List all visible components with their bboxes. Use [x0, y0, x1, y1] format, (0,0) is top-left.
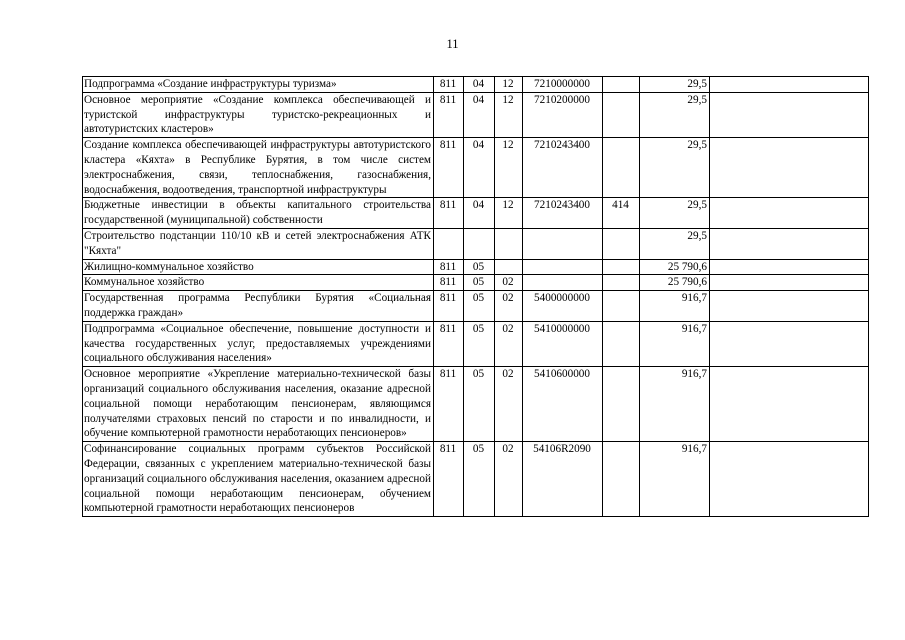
- target-article-code: 7210243400: [523, 198, 603, 229]
- row-name: Государственная программа Республики Бурятия «Социальная поддержка граждан»: [83, 291, 434, 322]
- subsection-code: 02: [495, 275, 523, 291]
- grbs-code: 811: [434, 291, 464, 322]
- table-row: [83, 442, 869, 517]
- table-row: [83, 291, 869, 322]
- table-row: [83, 367, 869, 442]
- amount: 916,7: [640, 367, 710, 442]
- budget-table: [82, 76, 869, 517]
- grbs-code: 811: [434, 442, 464, 517]
- section-code: 04: [464, 92, 495, 137]
- expense-type-code: [603, 228, 640, 259]
- section-code: 04: [464, 77, 495, 93]
- subsection-code: 02: [495, 321, 523, 366]
- table-row: [83, 259, 869, 275]
- subsection-code: [495, 259, 523, 275]
- grbs-code: 811: [434, 138, 464, 198]
- grbs-code: 811: [434, 198, 464, 229]
- subsection-code: 12: [495, 138, 523, 198]
- table-row: [83, 321, 869, 366]
- row-name: Коммунальное хозяйство: [83, 275, 434, 291]
- section-code: 05: [464, 367, 495, 442]
- row-name: Создание комплекса обеспечивающей инфраструктуры автотуристского кластера «Кяхта» в Республике Бурятия, в том числе систем электроснабжения, связи, теплоснабжения, газоснабжения, водоснабжения, водоотведения, транспортной инфраструктуры: [83, 138, 434, 198]
- expense-type-code: [603, 275, 640, 291]
- expense-type-code: [603, 367, 640, 442]
- table-row: [83, 77, 869, 93]
- subsection-code: [495, 228, 523, 259]
- target-article-code: 7210243400: [523, 138, 603, 198]
- section-code: 04: [464, 138, 495, 198]
- subsection-code: 02: [495, 291, 523, 322]
- section-code: 04: [464, 198, 495, 229]
- table-row: [83, 198, 869, 229]
- row-name: Основное мероприятие «Создание комплекса обеспечивающей и туристской инфраструктуры туристско-рекреационных и автотуристских кластеров»: [83, 92, 434, 137]
- grbs-code: 811: [434, 259, 464, 275]
- extra-cell: [710, 228, 869, 259]
- row-name: Основное мероприятие «Укрепление материально-технической базы организаций социального обслуживания населения, оказание адресной социальной помощи неработающим пенсионерам, являющимся получателями страховых пенсий по старости и по инвалидности, и обучение компьютерной грамотности неработающих пенсионеров»: [83, 367, 434, 442]
- extra-cell: [710, 259, 869, 275]
- row-name: Бюджетные инвестиции в объекты капитального строительства государственной (муниципальной) собственности: [83, 198, 434, 229]
- expense-type-code: [603, 259, 640, 275]
- section-code: 05: [464, 275, 495, 291]
- grbs-code: [434, 228, 464, 259]
- amount: 29,5: [640, 77, 710, 93]
- target-article-code: 54106R2090: [523, 442, 603, 517]
- amount: 916,7: [640, 321, 710, 366]
- grbs-code: 811: [434, 92, 464, 137]
- expense-type-code: [603, 138, 640, 198]
- amount: 25 790,6: [640, 275, 710, 291]
- extra-cell: [710, 291, 869, 322]
- subsection-code: 02: [495, 367, 523, 442]
- amount: 29,5: [640, 198, 710, 229]
- expense-type-code: [603, 92, 640, 137]
- subsection-code: 02: [495, 442, 523, 517]
- target-article-code: [523, 275, 603, 291]
- grbs-code: 811: [434, 367, 464, 442]
- extra-cell: [710, 92, 869, 137]
- amount: 29,5: [640, 92, 710, 137]
- extra-cell: [710, 367, 869, 442]
- target-article-code: [523, 259, 603, 275]
- section-code: 05: [464, 291, 495, 322]
- table-row: [83, 275, 869, 291]
- target-article-code: 5400000000: [523, 291, 603, 322]
- amount: 29,5: [640, 138, 710, 198]
- target-article-code: 7210200000: [523, 92, 603, 137]
- expense-type-code: [603, 442, 640, 517]
- row-name: Подпрограмма «Социальное обеспечение, повышение доступности и качества государственных услуг, предоставляемых учреждениями социального обслуживания населения»: [83, 321, 434, 366]
- expense-type-code: 414: [603, 198, 640, 229]
- target-article-code: 5410000000: [523, 321, 603, 366]
- target-article-code: 7210000000: [523, 77, 603, 93]
- extra-cell: [710, 442, 869, 517]
- amount: 916,7: [640, 442, 710, 517]
- subsection-code: 12: [495, 198, 523, 229]
- expense-type-code: [603, 321, 640, 366]
- section-code: [464, 228, 495, 259]
- page-number: 11: [446, 37, 459, 51]
- section-code: 05: [464, 321, 495, 366]
- subsection-code: 12: [495, 77, 523, 93]
- amount: 25 790,6: [640, 259, 710, 275]
- grbs-code: 811: [434, 321, 464, 366]
- amount: 29,5: [640, 228, 710, 259]
- row-name: Строительство подстанции 110/10 кВ и сетей электроснабжения АТК "Кяхта": [83, 228, 434, 259]
- extra-cell: [710, 275, 869, 291]
- target-article-code: 5410600000: [523, 367, 603, 442]
- extra-cell: [710, 77, 869, 93]
- table-row: [83, 138, 869, 198]
- extra-cell: [710, 321, 869, 366]
- grbs-code: 811: [434, 77, 464, 93]
- row-name: Софинансирование социальных программ субъектов Российской Федерации, связанных с укреплением материально-технической базы организаций социального обслуживания населения, оказанием адресной социальной помощи неработающим пенсионерам, обучением компьютерной грамотности неработающих пенсионеров: [83, 442, 434, 517]
- table-row: [83, 92, 869, 137]
- section-code: 05: [464, 259, 495, 275]
- grbs-code: 811: [434, 275, 464, 291]
- subsection-code: 12: [495, 92, 523, 137]
- section-code: 05: [464, 442, 495, 517]
- expense-type-code: [603, 77, 640, 93]
- expense-type-code: [603, 291, 640, 322]
- extra-cell: [710, 198, 869, 229]
- target-article-code: [523, 228, 603, 259]
- row-name: Подпрограмма «Создание инфраструктуры туризма»: [83, 77, 434, 93]
- amount: 916,7: [640, 291, 710, 322]
- table-row: [83, 228, 869, 259]
- row-name: Жилищно-коммунальное хозяйство: [83, 259, 434, 275]
- extra-cell: [710, 138, 869, 198]
